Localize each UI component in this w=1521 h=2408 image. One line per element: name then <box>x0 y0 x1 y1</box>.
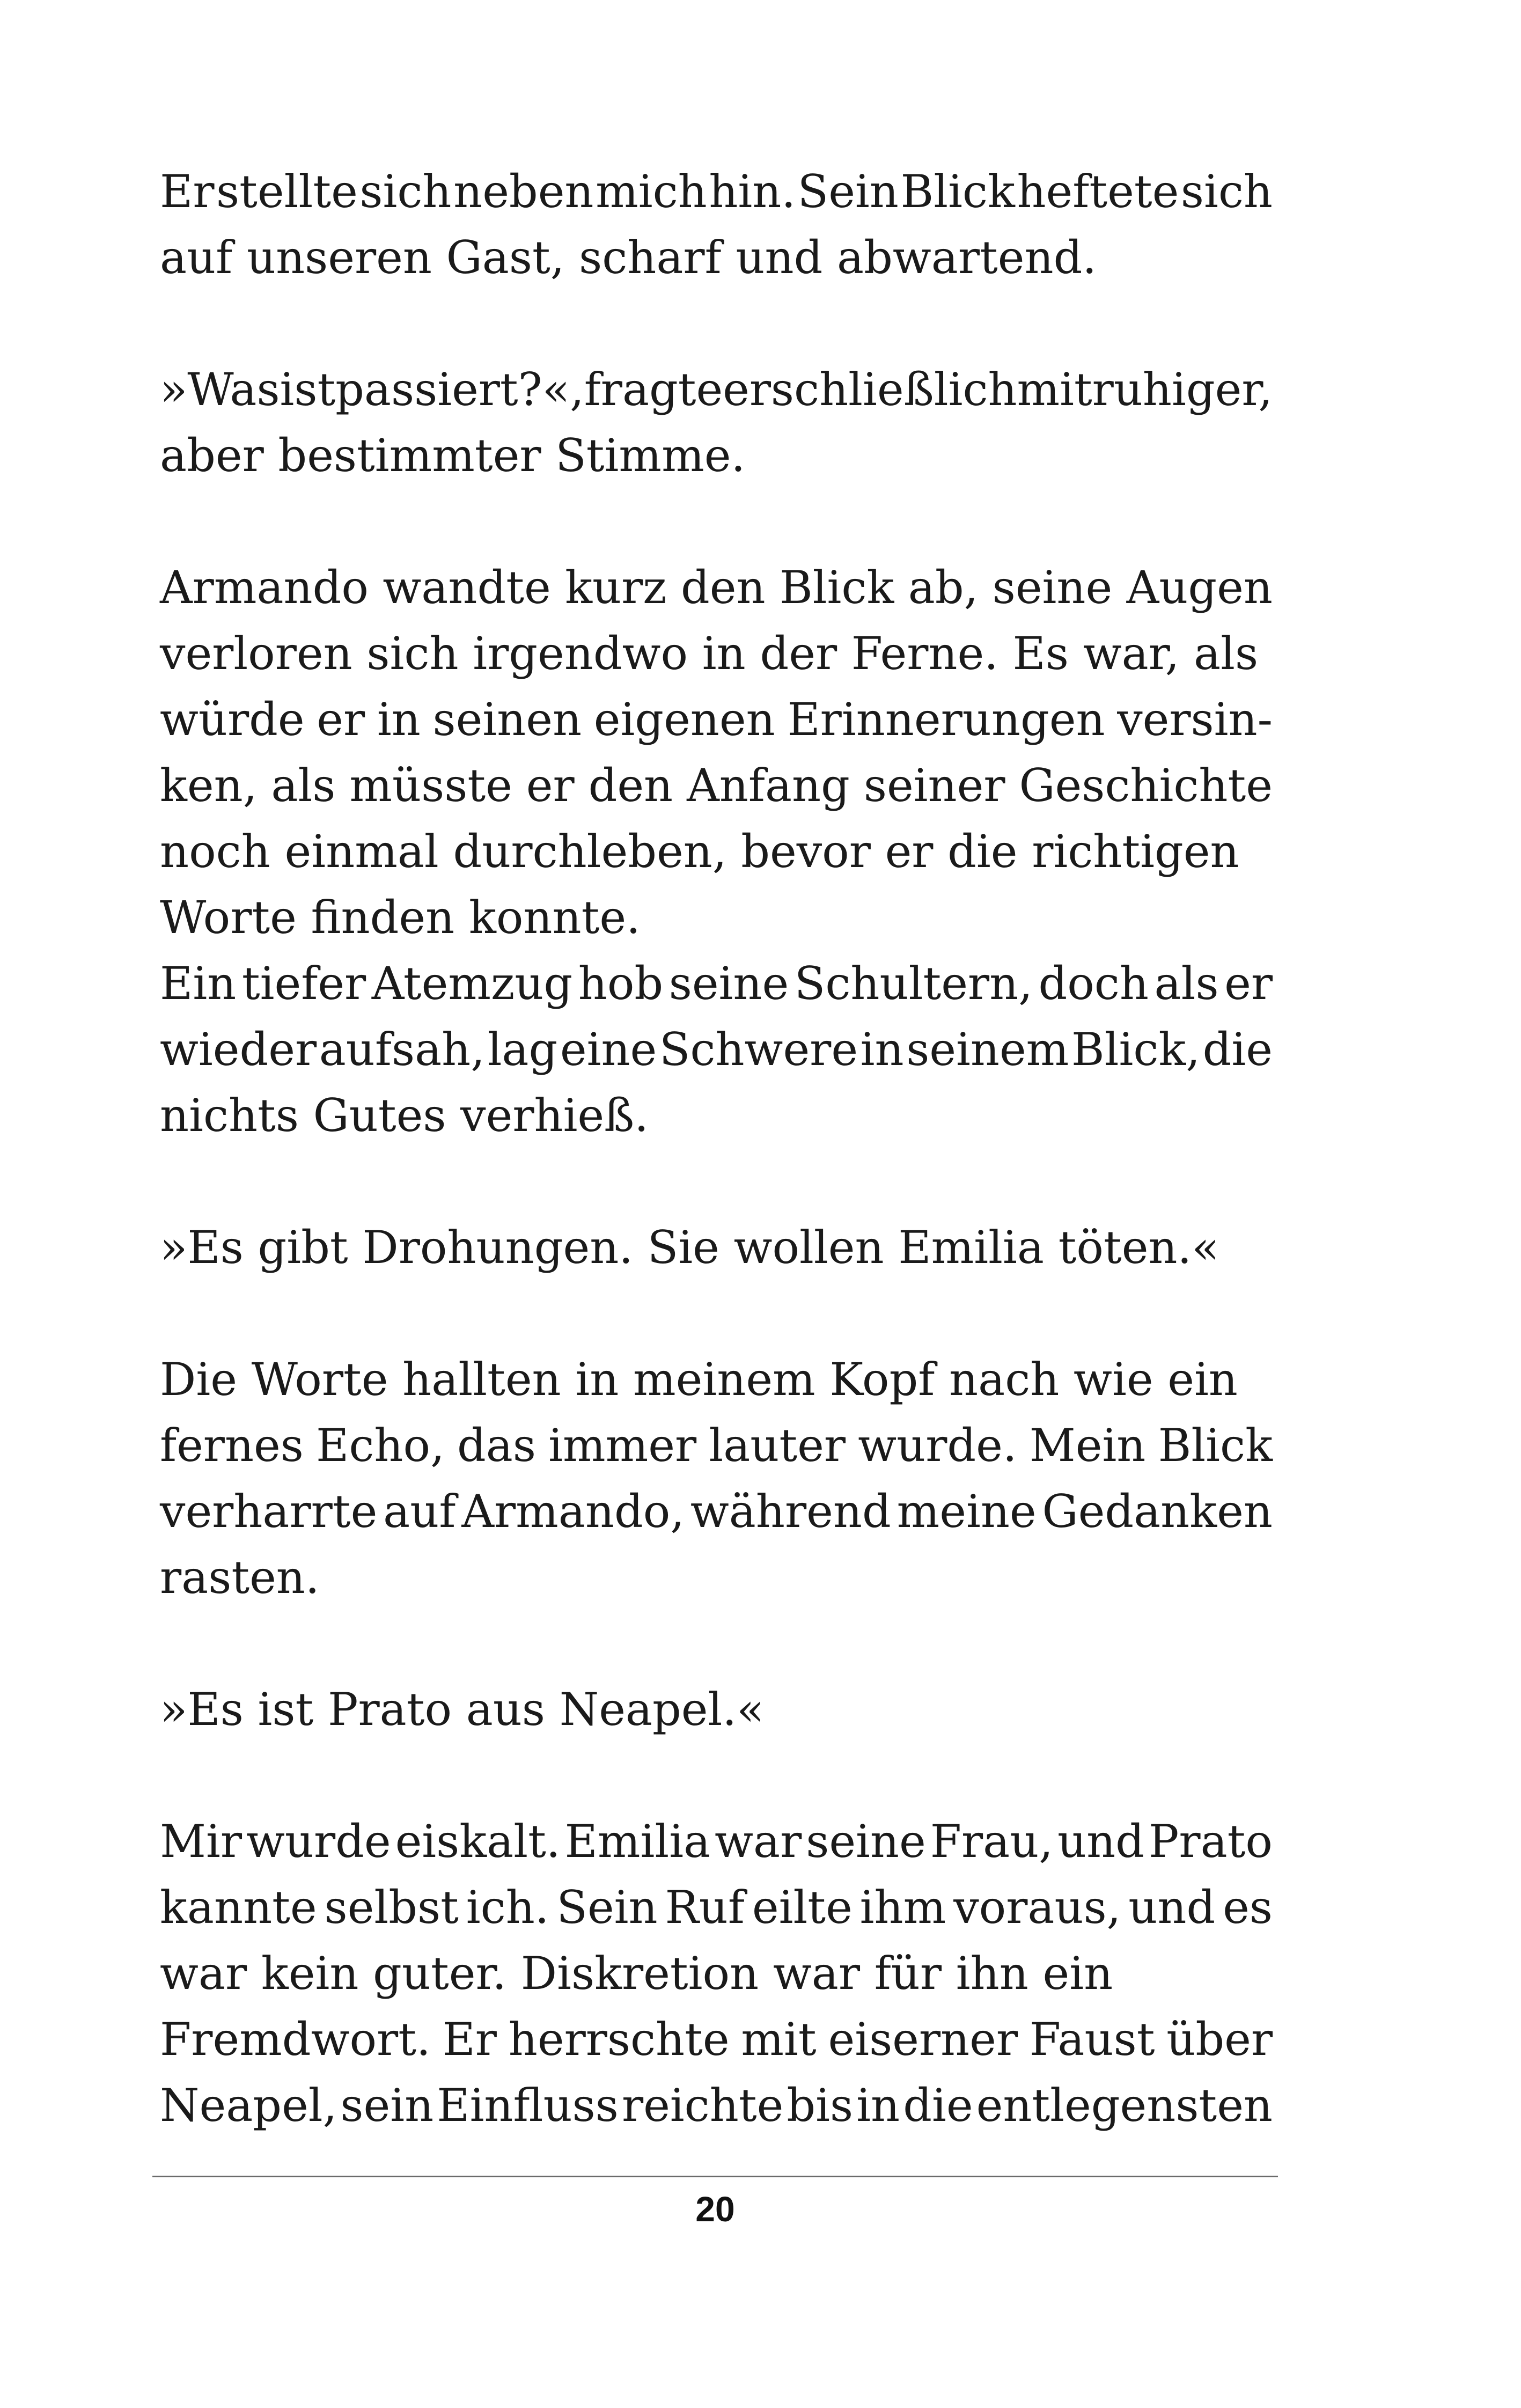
text-line: Ein tiefer Atemzug hob seine Schultern, doch als er <box>160 957 1273 1010</box>
text-line: war kein guter. Diskretion war für ihn ein <box>160 1947 1113 2000</box>
body-text <box>160 159 1273 2139</box>
paragraph-gap <box>160 1281 1273 1347</box>
text-line: Neapel, sein Einfluss reichte bis in die entlegensten <box>160 2079 1273 2132</box>
text-line: kannte selbst ich. Sein Ruf eilte ihm voraus, und es <box>160 1881 1273 1934</box>
text-line: noch einmal durchleben, bevor er die richtigen <box>160 825 1239 878</box>
text-line: ken, als müsste er den Anfang seiner Geschichte <box>160 759 1273 812</box>
text-line: würde er in seinen eigenen Erinnerungen versin- <box>160 693 1273 746</box>
text-line: »Was ist passiert?«, fragte er schließlich mit ruhiger, <box>160 363 1273 416</box>
footer-divider <box>152 2176 1278 2177</box>
paragraph-gap <box>160 1743 1273 1809</box>
text-line: Worte finden konnte. <box>160 891 641 944</box>
text-line: aber bestimmter Stimme. <box>160 429 746 482</box>
paragraph-gap <box>160 291 1273 357</box>
text-line: fernes Echo, das immer lauter wurde. Mein Blick <box>160 1419 1273 1472</box>
text-line: Fremdwort. Er herrschte mit eiserner Faust über <box>160 2013 1273 2066</box>
text-line: rasten. <box>160 1551 320 1604</box>
text-line: wieder aufsah, lag eine Schwere in seinem Blick, die <box>160 1023 1273 1076</box>
text-line: auf unseren Gast, scharf und abwartend. <box>160 231 1097 284</box>
text-line: verharrte auf Armando, während meine Gedanken <box>160 1485 1273 1538</box>
text-line: Armando wandte kurz den Blick ab, seine Augen <box>160 561 1273 614</box>
paragraph-gap <box>160 489 1273 555</box>
page-number: 20 <box>695 2189 735 2229</box>
text-line: »Es gibt Drohungen. Sie wollen Emilia töten.« <box>160 1221 1219 1274</box>
text-line: Die Worte hallten in meinem Kopf nach wie ein <box>160 1353 1238 1406</box>
text-line: verloren sich irgendwo in der Ferne. Es war, als <box>160 627 1259 680</box>
text-line: »Es ist Prato aus Neapel.« <box>160 1683 765 1736</box>
text-line: Mir wurde eiskalt. Emilia war seine Frau, und Prato <box>160 1815 1273 1868</box>
text-line: nichts Gutes verhieß. <box>160 1089 649 1142</box>
paragraph-gap <box>160 1149 1273 1215</box>
paragraph-gap <box>160 1611 1273 1677</box>
text-line: Er stellte sich neben mich hin. Sein Blick heftete sich <box>160 165 1273 218</box>
